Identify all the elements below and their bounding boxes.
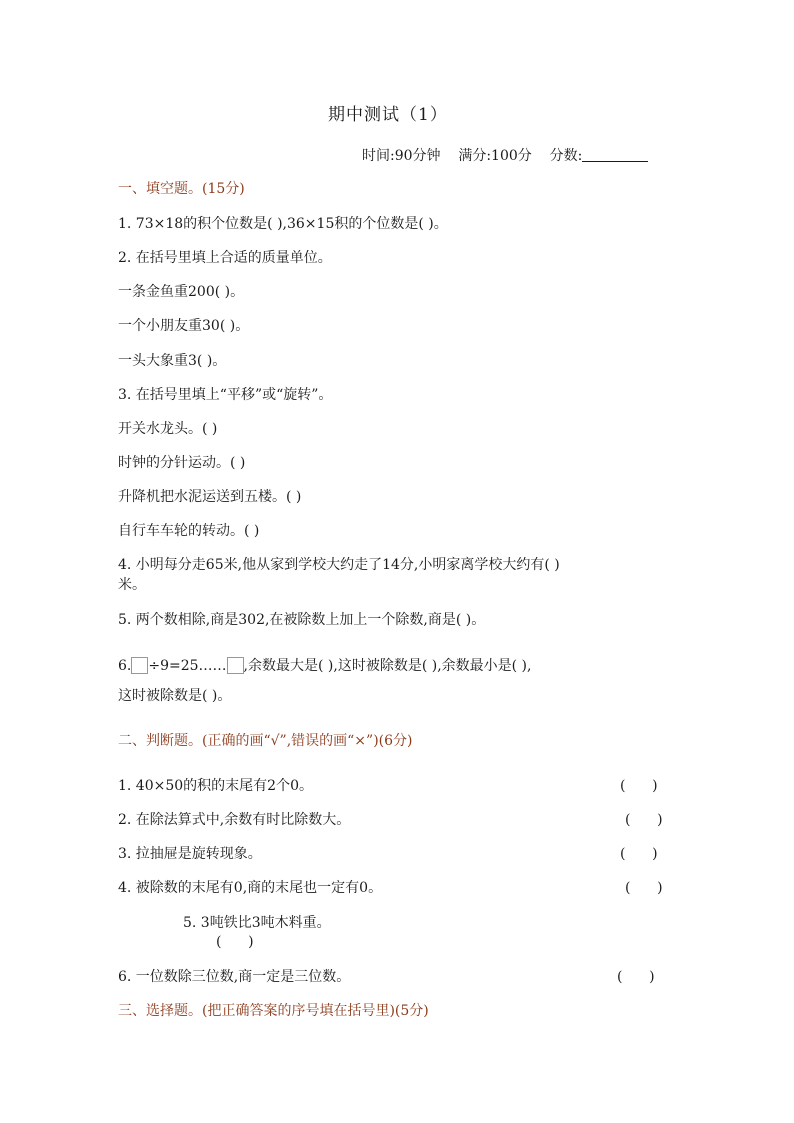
judge-answer-5[interactable]: ( ) xyxy=(216,934,254,950)
judge-answer-3[interactable]: ( ) xyxy=(620,846,658,862)
fill-question-3d: 自行车车轮的转动。( ) xyxy=(118,523,260,539)
fill-question-6 xyxy=(118,657,531,675)
score-label: 分数: xyxy=(549,148,583,164)
judge-question-3: 3. 拉抽屉是旋转现象。 xyxy=(118,846,262,862)
section-fill-in: 一、填空题。(15分) xyxy=(118,181,245,197)
exam-info xyxy=(362,147,648,165)
judge-question-5: 5. 3吨铁比3吨木料重。 xyxy=(183,915,331,931)
judge-question-4: 4. 被除数的末尾有0,商的末尾也一定有0。 xyxy=(118,880,383,896)
judge-question-1: 1. 40×50的积的末尾有2个0。 xyxy=(118,778,313,794)
judge-question-6: 6. 一位数除三位数,商一定是三位数。 xyxy=(118,969,351,985)
fill-question-2b: 一个小朋友重30( )。 xyxy=(118,318,250,334)
remainder-box[interactable] xyxy=(227,657,244,674)
fill-question-5: 5. 两个数相除,商是302,在被除数上加上一个除数,商是( )。 xyxy=(118,612,486,628)
time-label: 时间:90分钟 xyxy=(362,148,441,164)
fill-question-2c: 一头大象重3( )。 xyxy=(118,353,227,369)
judge-answer-2[interactable]: ( ) xyxy=(625,812,663,828)
section-choice: 三、选择题。(把正确答案的序号填在括号里)(5分) xyxy=(118,1003,429,1019)
q6-expression: ÷9=25…… xyxy=(148,658,227,674)
dividend-box[interactable] xyxy=(131,657,148,674)
fill-question-4: 4. 小明每分走65米,他从家到学校大约走了14分,小明家离学校大约有( ) xyxy=(118,557,560,573)
fill-question-6-cont: 这时被除数是( )。 xyxy=(118,688,232,704)
q6-number: 6. xyxy=(118,658,132,674)
fill-question-2: 2. 在括号里填上合适的质量单位。 xyxy=(118,250,332,266)
fill-question-3c: 升降机把水泥运送到五楼。( ) xyxy=(118,489,302,505)
judge-answer-1[interactable]: ( ) xyxy=(620,778,658,794)
judge-answer-4[interactable]: ( ) xyxy=(625,880,663,896)
q6-text: ,余数最大是( ),这时被除数是( ),余数最小是( ), xyxy=(243,658,532,674)
score-blank[interactable] xyxy=(582,147,648,162)
section-judge: 二、判断题。(正确的画“√”,错误的画“×”)(6分) xyxy=(118,733,413,749)
judge-question-2: 2. 在除法算式中,余数有时比除数大。 xyxy=(118,812,351,828)
judge-answer-6[interactable]: ( ) xyxy=(617,969,655,985)
fill-question-1: 1. 73×18的积个位数是( ),36×15积的个位数是( )。 xyxy=(118,216,448,232)
fill-question-4-cont: 米。 xyxy=(118,577,146,593)
fill-question-3: 3. 在括号里填上“平移”或“旋转”。 xyxy=(118,387,333,403)
full-score-label: 满分:100分 xyxy=(458,148,532,164)
fill-question-3b: 时钟的分针运动。( ) xyxy=(118,455,246,471)
page-title: 期中测试（1） xyxy=(328,105,448,125)
fill-question-2a: 一条金鱼重200( )。 xyxy=(118,284,245,300)
fill-question-3a: 开关水龙头。( ) xyxy=(118,421,218,437)
